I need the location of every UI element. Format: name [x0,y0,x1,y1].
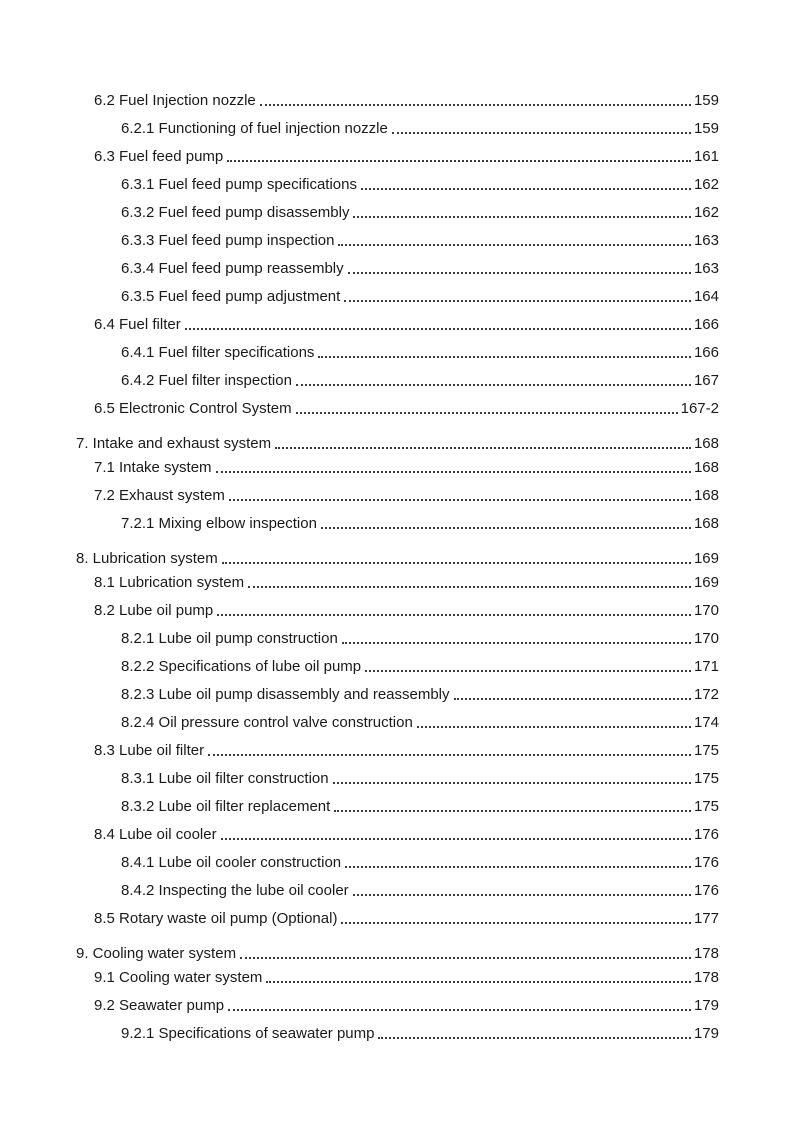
toc-entry-title: 6.3.5 Fuel feed pump adjustment [121,288,341,305]
toc-entry[interactable] [121,368,719,390]
toc-entry-page: 166 [693,344,719,361]
toc-entry-title: 8.2.1 Lube oil pump construction [121,630,338,647]
toc-entry[interactable] [94,88,719,110]
toc-entry[interactable] [94,570,719,592]
toc-entry[interactable] [94,822,719,844]
toc-entry-page: 161 [693,148,719,165]
toc-entry-title: 7.2 Exhaust system [94,487,225,504]
toc-entry-title: 8.5 Rotary waste oil pump (Optional) [94,910,338,927]
toc-entry-page: 162 [693,204,719,221]
dot-leader [227,160,691,162]
dot-leader [185,328,691,330]
toc-entry[interactable] [121,710,719,732]
toc-entry-title: 6.2.1 Functioning of fuel injection nozzle [121,120,388,137]
toc-entry-title: 6.5 Electronic Control System [94,400,292,417]
toc-entry-page: 168 [693,459,719,476]
dot-leader [454,698,691,700]
toc-entry[interactable] [121,116,719,138]
toc-entry-page: 179 [693,1025,719,1042]
dot-leader [378,1037,690,1039]
toc-entry[interactable] [76,431,719,453]
toc-entry-page: 163 [693,260,719,277]
toc-entry[interactable] [121,511,719,533]
toc-entry[interactable] [76,941,719,963]
toc-entry-title: 6.4.1 Fuel filter specifications [121,344,315,361]
toc-entry-title: 8.3.2 Lube oil filter replacement [121,798,331,815]
toc-entry-page: 168 [693,435,719,452]
dot-leader [334,810,691,812]
toc-entry-title: 9. Cooling water system [76,945,237,962]
toc-entry[interactable] [121,878,719,900]
dot-leader [321,527,691,529]
toc-entry[interactable] [121,256,719,278]
toc-entry-page: 170 [693,602,719,619]
toc-entry-title: 8.3 Lube oil filter [94,742,205,759]
toc-entry[interactable] [94,738,719,760]
toc-entry-page: 163 [693,232,719,249]
toc-entry[interactable] [121,766,719,788]
toc-entry-title: 8. Lubrication system [76,550,218,567]
toc-entry[interactable] [121,794,719,816]
dot-leader [341,922,691,924]
toc-entry-title: 8.4.2 Inspecting the lube oil cooler [121,882,349,899]
toc-entry-title: 6.3 Fuel feed pump [94,148,224,165]
toc-entry-page: 176 [693,882,719,899]
toc-entry[interactable] [121,850,719,872]
toc-entry[interactable] [94,455,719,477]
toc-entry-page: 178 [693,945,719,962]
dot-leader [392,132,691,134]
dot-leader [361,188,691,190]
toc-entry[interactable] [94,993,719,1015]
toc-entry[interactable] [121,654,719,676]
dot-leader [338,244,690,246]
toc-entry-title: 6.4.2 Fuel filter inspection [121,372,292,389]
toc-entry-page: 170 [693,630,719,647]
dot-leader [365,670,691,672]
toc-entry-page: 176 [693,826,719,843]
toc-entry-page: 169 [693,550,719,567]
toc-entry-title: 7. Intake and exhaust system [76,435,272,452]
toc-entry[interactable] [121,340,719,362]
toc-entry-page: 159 [693,120,719,137]
toc-entry-page: 159 [693,92,719,109]
toc-entry-title: 7.1 Intake system [94,459,212,476]
dot-leader [318,356,691,358]
toc-entry-page: 164 [693,288,719,305]
toc-entry-title: 6.3.2 Fuel feed pump disassembly [121,204,350,221]
dot-leader [342,642,691,644]
toc-entry-page: 175 [693,798,719,815]
toc-entry[interactable] [94,396,719,418]
toc-entry-title: 9.2 Seawater pump [94,997,225,1014]
toc-entry-page: 169 [693,574,719,591]
dot-leader [353,216,691,218]
toc-entry[interactable] [94,965,719,987]
dot-leader [353,894,691,896]
toc-entry-page: 168 [693,487,719,504]
toc-entry-title: 9.1 Cooling water system [94,969,263,986]
dot-leader [333,782,691,784]
toc-entry-title: 8.3.1 Lube oil filter construction [121,770,329,787]
toc-entry-page: 167-2 [680,400,719,417]
toc-entry-page: 171 [693,658,719,675]
dot-leader [229,499,691,501]
toc-entry-page: 178 [693,969,719,986]
toc-entry[interactable] [94,906,719,928]
toc-entry[interactable] [121,682,719,704]
toc-entry-title: 8.2.4 Oil pressure control valve construction [121,714,413,731]
toc-entry[interactable] [94,598,719,620]
dot-leader [417,726,691,728]
dot-leader [345,866,691,868]
toc-entry-page: 175 [693,742,719,759]
toc-entry-title: 7.2.1 Mixing elbow inspection [121,515,317,532]
dot-leader [296,412,678,414]
toc-entry-title: 6.2 Fuel Injection nozzle [94,92,256,109]
toc-entry-title: 8.1 Lubrication system [94,574,245,591]
dot-leader [296,384,691,386]
dot-leader [344,300,691,302]
dot-leader [348,272,691,274]
toc-entry-page: 162 [693,176,719,193]
toc-entry-page: 176 [693,854,719,871]
dot-leader [260,104,691,106]
dot-leader [248,586,691,588]
toc-entry-page: 167 [693,372,719,389]
toc-entry-title: 6.3.3 Fuel feed pump inspection [121,232,335,249]
toc-entry[interactable] [94,312,719,334]
toc-entry-page: 177 [693,910,719,927]
toc-entry-page: 174 [693,714,719,731]
toc-entry-title: 8.4.1 Lube oil cooler construction [121,854,342,871]
toc-entry[interactable] [76,546,719,568]
dot-leader [275,447,691,449]
toc-entry[interactable] [121,172,719,194]
dot-leader [217,614,691,616]
dot-leader [228,1009,691,1011]
dot-leader [240,957,691,959]
toc-entry-page: 166 [693,316,719,333]
toc-entry[interactable] [121,284,719,306]
dot-leader [222,562,691,564]
dot-leader [266,981,691,983]
toc-entry-page: 179 [693,997,719,1014]
toc-entry-page: 168 [693,515,719,532]
toc-entry[interactable] [121,200,719,222]
toc-entry-title: 6.4 Fuel filter [94,316,181,333]
toc-entry-page: 172 [693,686,719,703]
dot-leader [221,838,691,840]
toc-entry[interactable] [94,144,719,166]
toc-entry-title: 6.3.4 Fuel feed pump reassembly [121,260,344,277]
toc-entry-title: 9.2.1 Specifications of seawater pump [121,1025,375,1042]
toc-entry-title: 8.2 Lube oil pump [94,602,214,619]
toc-entry[interactable] [121,626,719,648]
dot-leader [216,471,691,473]
toc-entry-title: 8.4 Lube oil cooler [94,826,217,843]
toc-entry[interactable] [121,228,719,250]
toc-entry[interactable] [121,1021,719,1043]
toc-entry-title: 6.3.1 Fuel feed pump specifications [121,176,357,193]
toc-entry-page: 175 [693,770,719,787]
toc-entry[interactable] [94,483,719,505]
toc-entry-title: 8.2.2 Specifications of lube oil pump [121,658,362,675]
toc-entry-title: 8.2.3 Lube oil pump disassembly and reassembly [121,686,450,703]
dot-leader [208,754,691,756]
